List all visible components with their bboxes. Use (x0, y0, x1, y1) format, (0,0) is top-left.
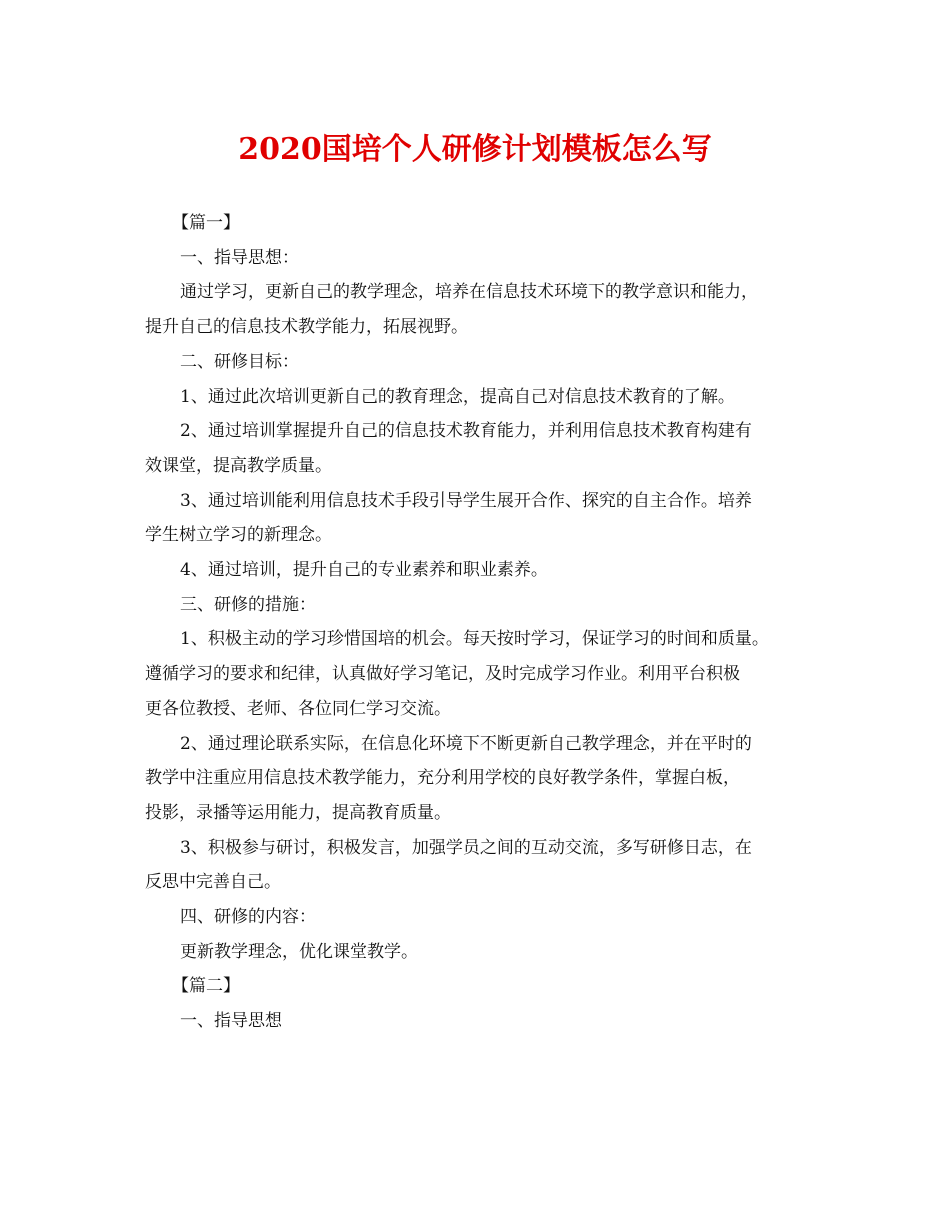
text-line: 4、通过培训，提升自己的专业素养和职业素养。 (180, 560, 548, 581)
section-marker (145, 969, 825, 1004)
text-line: 【篇二】 (172, 976, 240, 997)
text-line: 二、研修目标： (180, 351, 299, 372)
text-line: 1、通过此次培训更新自己的教育理念，提高自己对信息技术教育的了解。 (180, 386, 735, 407)
text-line: 反思中完善自己。 (145, 872, 281, 893)
text-line: 教学中注重应用信息技术教学能力，充分利用学校的良好教学条件，掌握白板， (145, 768, 740, 789)
text-line: 提升自己的信息技术教学能力，拓展视野。 (145, 317, 468, 338)
body-paragraph (145, 380, 825, 415)
text-line: 一、指导思想 (180, 1011, 282, 1032)
text-line: 更新教学理念，优化课堂教学。 (180, 941, 418, 962)
body-paragraph (145, 484, 825, 553)
body-paragraph (145, 553, 825, 588)
body-paragraph (145, 831, 825, 900)
document-body (145, 206, 825, 1039)
text-line: 三、研修的措施： (180, 594, 316, 615)
text-line: 学生树立学习的新理念。 (145, 525, 332, 546)
section-heading (145, 241, 825, 276)
text-line: 3、通过培训能利用信息技术手段引导学生展开合作、探究的自主合作。培养 (180, 490, 752, 511)
text-line: 投影，录播等运用能力，提高教育质量。 (145, 802, 451, 823)
section-heading (145, 588, 825, 623)
body-paragraph (145, 935, 825, 970)
body-paragraph (145, 414, 825, 483)
text-line: 四、研修的内容： (180, 907, 316, 928)
text-line: 效课堂，提高教学质量。 (145, 455, 332, 476)
text-line: 1、积极主动的学习珍惜国培的机会。每天按时学习，保证学习的时间和质量。 (180, 629, 769, 650)
body-paragraph (145, 622, 825, 726)
text-line: 2、通过理论联系实际，在信息化环境下不断更新自己教学理念，并在平时的 (180, 733, 752, 754)
text-line: 通过学习，更新自己的教学理念，培养在信息技术环境下的教学意识和能力， (180, 282, 758, 303)
section-heading (145, 1004, 825, 1039)
document-title: 2020国培个人研修计划模板怎么写 (238, 132, 712, 167)
text-line: 【篇一】 (172, 213, 240, 233)
text-line: 一、指导思想： (180, 247, 299, 268)
body-paragraph (145, 275, 825, 344)
text-line: 遵循学习的要求和纪律，认真做好学习笔记，及时完成学习作业。利用平台积极 (145, 664, 740, 685)
section-heading (145, 345, 825, 380)
section-marker (145, 206, 825, 241)
text-line: 3、积极参与研讨，积极发言，加强学员之间的互动交流，多写研修日志，在 (180, 837, 752, 858)
text-line: 更各位教授、老师、各位同仁学习交流。 (145, 698, 451, 719)
body-paragraph (145, 727, 825, 831)
text-line: 2、通过培训掌握提升自己的信息技术教育能力，并利用信息技术教育构建有 (180, 421, 752, 442)
section-heading (145, 900, 825, 935)
